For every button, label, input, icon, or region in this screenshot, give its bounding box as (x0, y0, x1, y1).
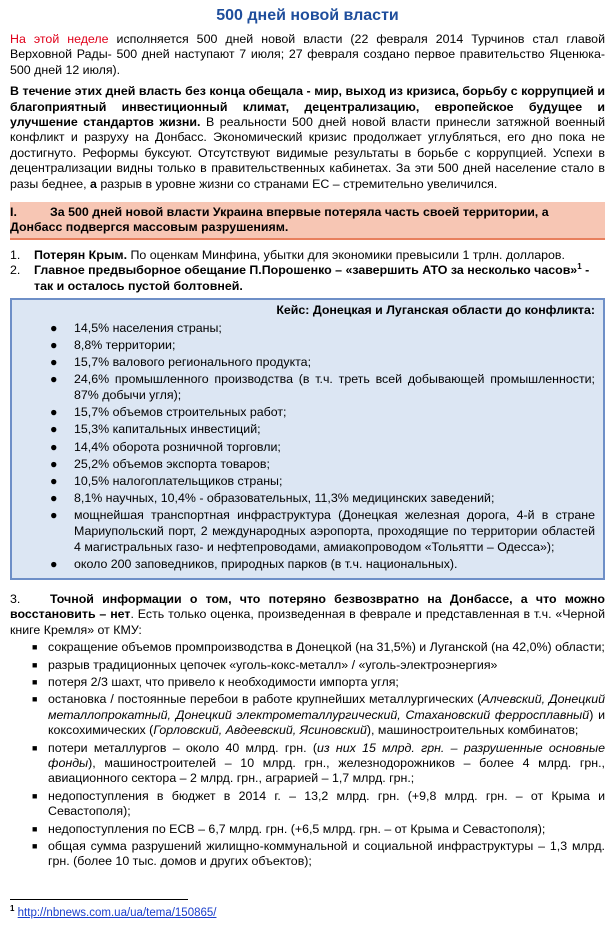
numbered-list (10, 248, 605, 294)
item-bold: Главное предвыборное обещание П.Порошенко – «завершить АТО за несколько часов» (34, 263, 578, 278)
intro-paragraph (10, 32, 605, 78)
summary-paragraph (10, 84, 605, 192)
item-number: 3. (10, 591, 21, 606)
list-item (10, 741, 605, 787)
text-run-italic: из них 15 млрд. грн. – разрушенные основные фонды (48, 740, 605, 770)
case-title (20, 303, 595, 319)
case-list-item-text: мощнейшая транспортная инфраструктура (Донецкая железная дорога, 4-й в стране Мариупольский порт, 2 международных аэропорта, проходящие по территории областей 4 магистральных газо- и нефтепроводами, амиакопроводом «Тольятти – Одесса»); (74, 508, 595, 554)
text-run: остановка / постоянные перебои в работе крупнейших металлургических ( (48, 692, 482, 707)
page-title: 500 дней новой власти (216, 7, 399, 24)
item-number: 2. (10, 263, 21, 278)
case-list-item (20, 355, 595, 371)
case-list-item (20, 372, 595, 403)
case-list-item (20, 338, 595, 354)
round-bullet-icon: ● (50, 491, 58, 506)
list-item (10, 692, 605, 738)
list-item (10, 822, 605, 837)
case-title-text: Кейс: Донецкая и Луганская области до конфликта (276, 303, 591, 318)
list-item-text: общая сумма разрушений жилищно-коммунальной и социальной инфраструктуры – 1,3 млрд. грн. (более 10 тыс. домов и других объектов); (48, 839, 605, 869)
list-item-text: потеря 2/3 шахт, что привело к необходимости импорта угля; (48, 674, 399, 689)
case-list-item-text: 14,4% оборота розничной торговли; (74, 439, 281, 454)
case-box (10, 298, 605, 580)
round-bullet-icon: ● (50, 508, 58, 523)
case-list-item-text: около 200 заповедников, природных парков (в т.ч. национальных). (74, 556, 458, 571)
section-number: I. (10, 205, 17, 220)
round-bullet-icon: ● (50, 405, 58, 420)
list-item (10, 592, 605, 638)
list-item (10, 839, 605, 870)
text-run-italic: Алчевский, Донецкий металлопрокатный, Донецкий электрометаллургический, Стахановский ферросплавный (48, 692, 605, 722)
section-heading (10, 202, 605, 240)
case-list-item (20, 491, 595, 507)
list-item (10, 248, 605, 263)
square-bullet-icon: ■ (32, 642, 38, 653)
square-bullet-icon: ■ (32, 790, 38, 801)
round-bullet-icon: ● (50, 320, 58, 335)
round-bullet-icon: ● (50, 473, 58, 488)
square-bullet-icon: ■ (32, 694, 38, 705)
section-heading-text: За 500 дней новой власти Украина впервые потеряла часть своей территории, а Донбасс подвергся массовым разрушениям. (10, 205, 549, 235)
case-list-item (20, 474, 595, 490)
case-list-item (20, 508, 595, 555)
case-list-item-text: 14,5% населения страны; (74, 320, 222, 335)
case-title-colon: : (590, 303, 595, 318)
round-bullet-icon: ● (50, 439, 58, 454)
round-bullet-icon: ● (50, 422, 58, 437)
text-run: ), машиностроителей – 10 млрд. грн., железнодорожников – более 4 млрд. грн., авиационного сектора – 2 млрд. грн., аграрией – 1,7 млрд. грн.; (48, 755, 605, 786)
case-list-item (20, 405, 595, 421)
intro-text: исполняется 500 дней новой власти (22 февраля 2014 Турчинов стал главой Верховной Рады- 500 дней наступают 7 июля; 27 февраля создано первое правительство Яценюка- 500 дней 12 июля). (10, 32, 605, 77)
list-item-text: разрыв традиционных цепочек «уголь-кокс-металл» / «уголь-электроэнергия» (48, 657, 498, 672)
list-item (10, 658, 605, 673)
item-bold: Точной информации о том, что потеряно безвозвратно на Донбассе, а что можно восстановить – нет (10, 591, 605, 622)
list-item (10, 789, 605, 820)
footnote-number: 1 (10, 904, 15, 914)
case-list-item-text: 25,2% объемов экспорта товаров; (74, 456, 270, 471)
list-item-text: сокращение объемов промпроизводства в Донецкой (на 31,5%) и Луганской (на 42,0%) области; (48, 640, 605, 655)
list-item-text (48, 692, 605, 738)
list-item-text (48, 741, 605, 787)
case-list-item (20, 557, 595, 573)
item-text: . Есть только оценка, произведенная в феврале и представленная в т.ч. «Черной книге Кремля» от КМУ: (10, 607, 605, 637)
item-text: По оценкам Минфина, убытки для экономики превысили 1 трлн. долларов. (127, 248, 565, 263)
round-bullet-icon: ● (50, 372, 58, 387)
case-list-item (20, 440, 595, 456)
round-bullet-icon: ● (50, 456, 58, 471)
square-bullet-icon: ■ (32, 841, 38, 851)
item-text: - так и осталось пустой болтовней. (34, 263, 590, 293)
intro-highlight: На этой неделе (10, 32, 109, 46)
case-list-item-text: 10,5% налогоплательщиков страны; (74, 473, 283, 488)
square-bullet-icon: ■ (32, 823, 38, 834)
case-list-item-text: 15,3% капитальных инвестиций; (74, 422, 261, 437)
summary-end: разрыв в уровне жизни со странами ЕС – стремительно увеличился. (96, 176, 498, 191)
case-list-item-text: 24,6% промышленного производства (в т.ч. треть всей добывающей промышленности; 87% добычи угля); (74, 372, 595, 403)
round-bullet-icon: ● (50, 338, 58, 353)
case-list-item-text: 15,7% объемов строительных работ; (74, 405, 287, 420)
case-list-item (20, 457, 595, 473)
case-list-item-text: 15,7% валового регионального продукта; (74, 355, 312, 370)
case-list-item (20, 321, 595, 337)
list-item (10, 640, 605, 655)
list-item-text: недопоступления в бюджет в 2014 г. – 13,2 млрд. грн. (+9,8 млрд. грн. – от Крыма и Севастополя); (48, 788, 605, 819)
text-run: потери металлургов – около 40 млрд. грн. ( (48, 740, 317, 755)
summary-bold: В течение этих дней власть без конца обещала - мир, выход из кризиса, борьбу с коррупцией и благоприятный инвестиционный климат, децентрализацию, европейское будущее и улучшение стандартов жизни. (10, 84, 605, 130)
case-list-item (20, 422, 595, 438)
footnote-link[interactable]: http://nbnews.com.ua/ua/tema/150865/ (17, 907, 217, 919)
square-bullet-icon: ■ (32, 659, 38, 670)
round-bullet-icon: ● (50, 355, 58, 370)
case-list-item-text: 8,8% территории; (74, 338, 176, 353)
list-item (10, 675, 605, 690)
square-bullet-icon: ■ (32, 742, 38, 753)
footnote-ref[interactable]: 1 (577, 262, 582, 272)
item-bold: Потерян Крым. (34, 248, 128, 263)
text-run-italic: Горловский, Авдеевский, Ясиновский (153, 723, 367, 738)
item-number: 1. (10, 248, 21, 263)
round-bullet-icon: ● (50, 556, 58, 571)
summary-a: а (90, 176, 97, 191)
losses-list (10, 640, 605, 870)
footnote-divider (10, 899, 188, 900)
footnote (10, 906, 216, 921)
summary-text: В реальности 500 дней новой власти принесли затяжной военный конфликт и разруху на Донбасс. Экономический кризис продолжает углубляться, его дно пока не достигнуто. Реформы буксуют. Отсутствуют видимые результаты в борьбе с коррупцией. Успехи в децентрализации видны только в правительственных кабинетах. За эти 500 дней население стало в разы беднее, (10, 115, 606, 191)
case-list-item-text: 8,1% научных, 10,4% - образовательных, 11,3% медицинских заведений; (74, 491, 495, 506)
list-item (10, 263, 605, 294)
list-item-text: недопоступления по ЕСВ – 6,7 млрд. грн. (+6,5 млрд. грн. – от Крыма и Севастополя); (48, 821, 546, 836)
text-run: ), машиностроительных комбинатов; (366, 723, 579, 738)
text-run: ) и коксохимических ( (48, 707, 605, 738)
case-list (20, 321, 595, 572)
square-bullet-icon: ■ (32, 676, 38, 687)
